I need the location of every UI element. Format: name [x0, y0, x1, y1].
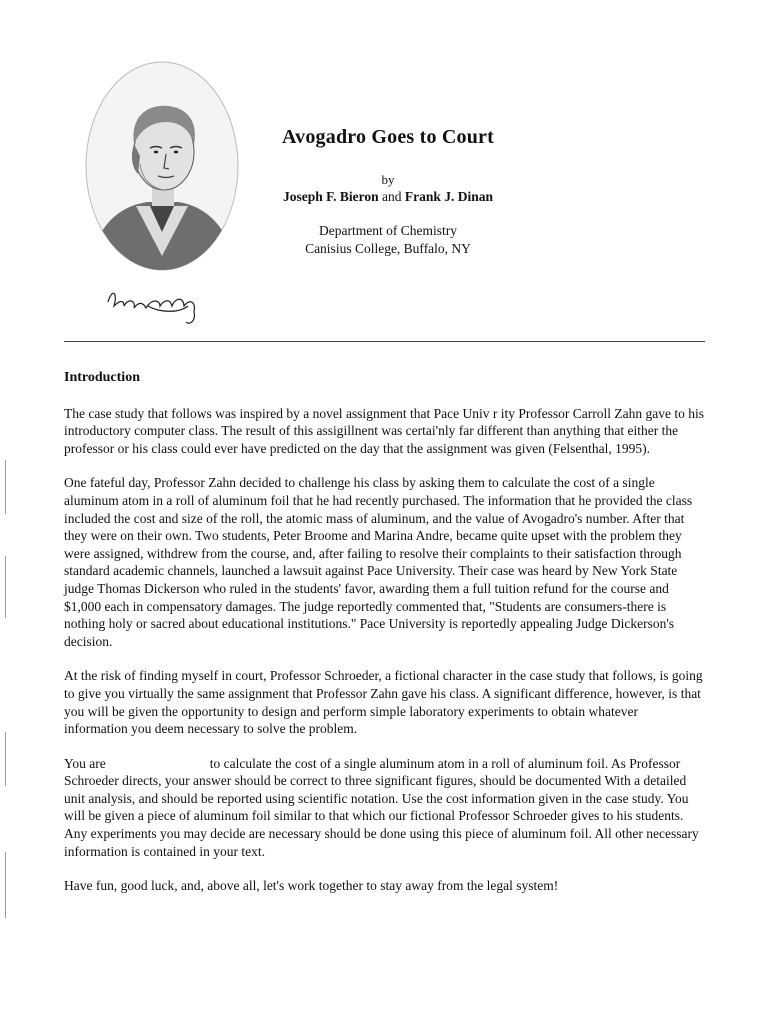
- article-body: [64, 369, 704, 912]
- institution: Canisius College, Buffalo, NY: [305, 241, 471, 256]
- by-line: by: [381, 172, 395, 187]
- signature-mark: [108, 293, 194, 323]
- paragraph-3: At the risk of finding myself in court, Professor Schroeder, a fictional character in the case study that follows, is going to give you virtually the same assignment that Professor Zahn gave his class. A significant difference, however, is that you will be given the opportunity to design and perform simple laboratory experiments to obtain whatever information you deem necessary to solve the problem.: [64, 668, 703, 737]
- avogadro-portrait: [78, 56, 246, 326]
- author-2: Frank J. Dinan: [404, 189, 494, 204]
- scan-margin-mark: [5, 460, 6, 514]
- paragraph-4-start: You are: [64, 755, 106, 771]
- author-conjunction: and: [378, 189, 405, 204]
- paragraph-2: One fateful day, Professor Zahn decided to challenge his class by asking them to calculate the cost of a single aluminum atom in a roll of aluminum foil that he had recently purchased. The information that he provided the class included the cost and size of the roll, the atomic mass of aluminum, and the value of Avogadro's number. After that they were on their own. Two students, Peter Broome and Marina Andre, became quite upset with the problem they were assigned, withdrew from the course, and, after failing to resolve their complaints to their satisfaction through standard academic channels, launched a lawsuit against Pace University. Their case was heard by New York State judge Thomas Dickerson who ruled in the students' favor, awarding them a full tuition refund for the course and $1,000 each in compensatory damages. The judge reportedly commented that, "Students are consumers-there is nothing holy or sacred about educational institutions." Pace University is reportedly appealing Judge Dickerson's decision.: [64, 475, 693, 649]
- scan-margin-mark: [5, 556, 6, 618]
- section-heading: Introduction: [64, 370, 140, 385]
- paragraph-1: The case study that follows was inspired by a novel assignment that Pace Univ r ity Professor Carroll Zahn gave to his introductory computer class. The result of this assigillnent was certai'nly far different than anything that either the professor or his class could ever have predicted on the day that the assignment was given (Felsenthal, 1995).: [64, 405, 704, 456]
- author-line: [240, 188, 536, 206]
- paragraph-4-rest: to calculate the cost of a single aluminum atom in a roll of aluminum foil. As Professor Schroeder directs, your answer should be correct to three significant figures, should be documented With a detailed unit analysis, and should be reported using scientific notation. Use the cost information given in the case study. You will be given a piece of aluminum foil similar to that which our fictional Professor Schroeder gives to his students. Any experiments you may decide are necessary should be done using this piece of aluminum foil. All other necessary information is contained in your text.: [64, 755, 699, 859]
- paper-title: Avogadro Goes to Court: [282, 126, 494, 148]
- header-divider: [64, 341, 705, 342]
- scan-margin-mark: [5, 852, 6, 918]
- title-block: [240, 126, 536, 258]
- paragraph-4: [64, 755, 704, 861]
- department: Department of Chemistry: [319, 223, 457, 238]
- author-1: Joseph F. Bieron: [282, 189, 379, 204]
- paragraph-5: Have fun, good luck, and, above all, let's work together to stay away from the legal system!: [64, 878, 559, 894]
- scan-margin-mark: [5, 732, 6, 786]
- affiliation: [240, 222, 536, 258]
